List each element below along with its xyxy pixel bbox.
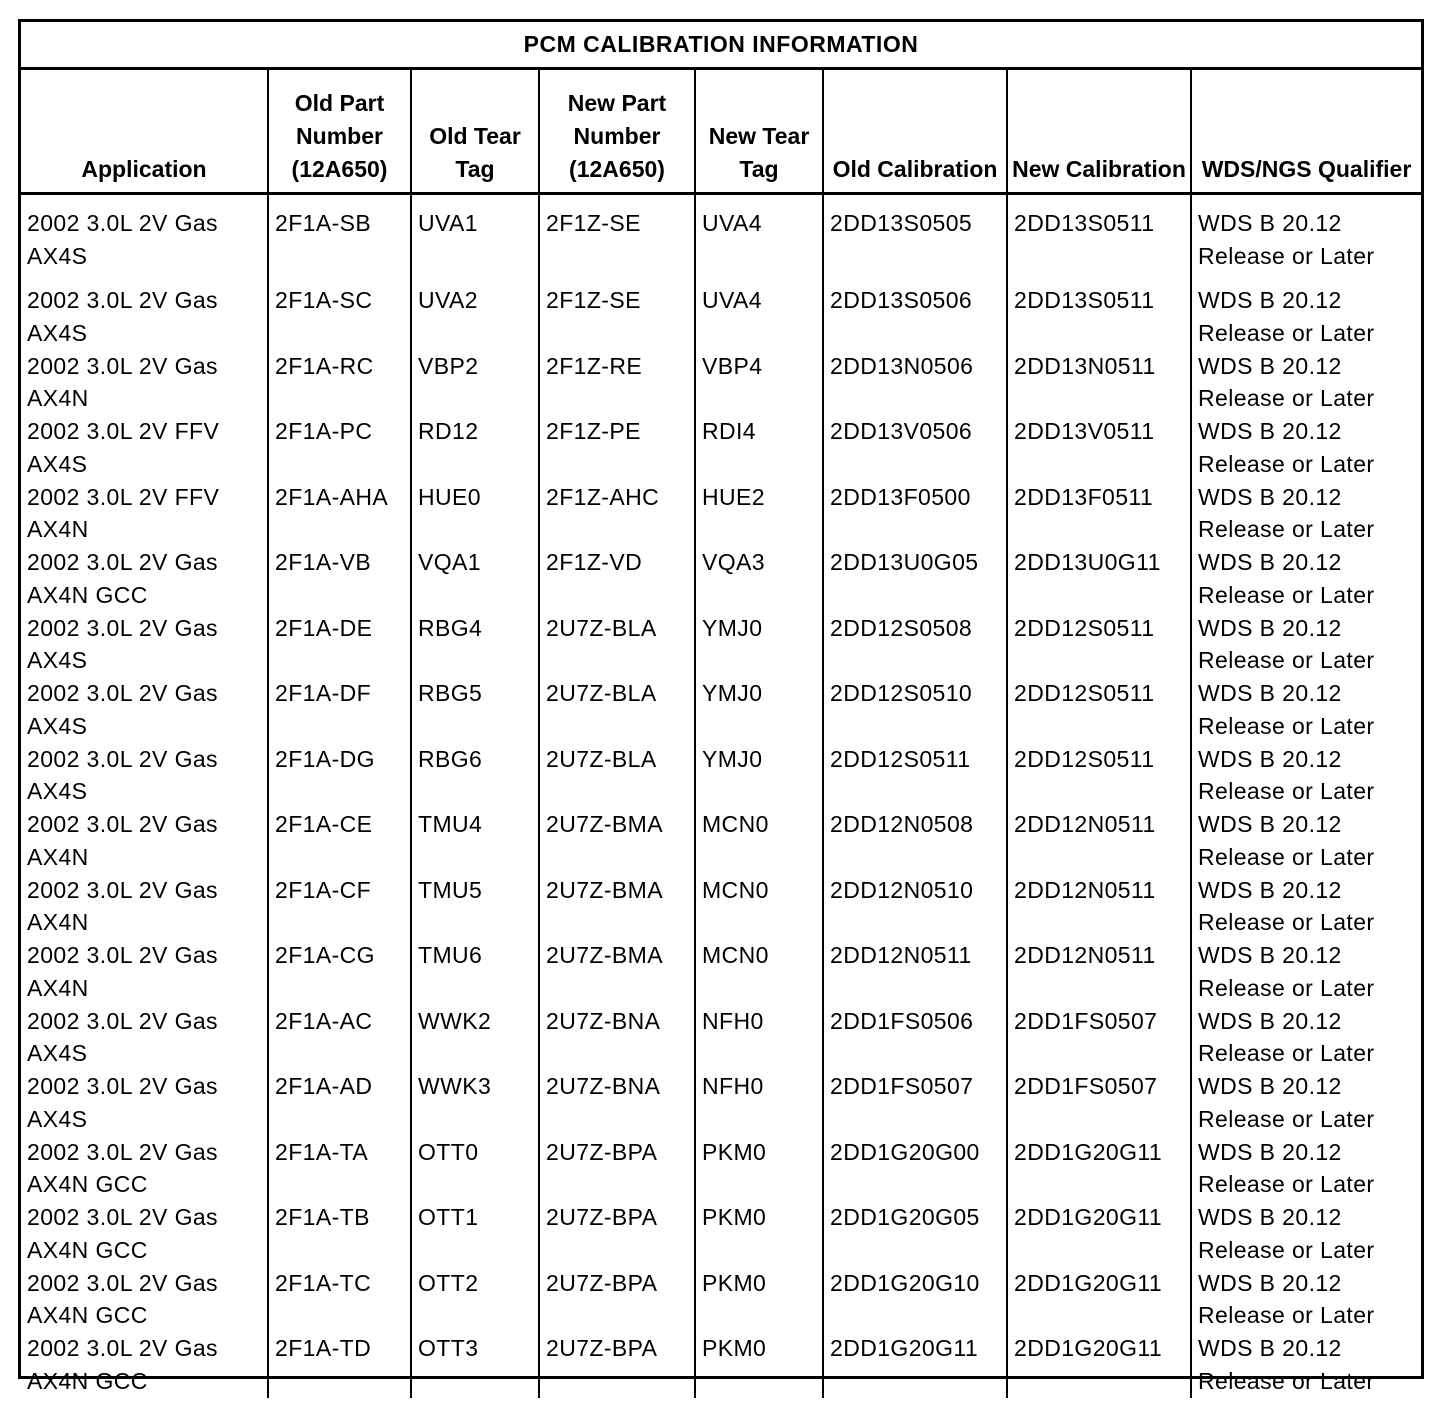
cell-old-part-number: 2F1A-DE [268,612,411,678]
table-title: PCM CALIBRATION INFORMATION [21,22,1421,70]
cell-new-calibration: 2DD12N0511 [1007,808,1191,874]
cell-old-tear-tag: OTT3 [411,1332,539,1398]
cell-new-tear-tag: PKM0 [695,1136,823,1202]
cell-old-calibration: 2DD13U0G05 [823,546,1007,612]
cell-application: 2002 3.0L 2V FFV AX4N [27,483,220,542]
cell-new-calibration: 2DD1G20G11 [1007,1332,1191,1398]
cell-wds-ngs-qualifier: WDS B 20.12 Release or Later [1191,194,1421,285]
cell-new-calibration: 2DD13V0511 [1007,415,1191,481]
table-row [21,1332,1421,1398]
cell-wds-ngs-qualifier: WDS B 20.12 Release or Later [1191,612,1421,678]
cell-wds-ngs-qualifier: WDS B 20.12 Release or Later [1191,481,1421,547]
cell-old-tear-tag: VQA1 [411,546,539,612]
cell-old-tear-tag: TMU4 [411,808,539,874]
header-row [21,70,1421,194]
cell-old-tear-tag: WWK2 [411,1005,539,1071]
cell-old-tear-tag: TMU6 [411,939,539,1005]
cell-old-tear-tag: OTT1 [411,1201,539,1267]
cell-new-tear-tag: PKM0 [695,1332,823,1398]
header-new-calibration: New Calibration [1007,70,1191,194]
cell-new-calibration: 2DD1FS0507 [1007,1005,1191,1071]
cell-old-part-number: 2F1A-DG [268,743,411,809]
cell-new-tear-tag: PKM0 [695,1201,823,1267]
cell-new-calibration: 2DD1FS0507 [1007,1070,1191,1136]
cell-old-tear-tag: RBG5 [411,677,539,743]
table-row [21,1005,1421,1071]
cell-wds-ngs-qualifier: WDS B 20.12 Release or Later [1191,743,1421,809]
cell-old-calibration: 2DD1G20G05 [823,1201,1007,1267]
cell-old-part-number: 2F1A-TC [268,1267,411,1333]
cell-new-tear-tag: YMJ0 [695,743,823,809]
cell-new-calibration: 2DD13S0511 [1007,194,1191,285]
cell-old-calibration: 2DD1G20G10 [823,1267,1007,1333]
cell-new-part-number: 2F1Z-PE [539,415,695,481]
cell-wds-ngs-qualifier: WDS B 20.12 Release or Later [1191,1005,1421,1071]
table-body [21,194,1421,1398]
table-row [21,874,1421,940]
cell-new-calibration: 2DD13U0G11 [1007,546,1191,612]
cell-application: 2002 3.0L 2V Gas AX4N [27,876,218,935]
cell-old-calibration: 2DD12N0508 [823,808,1007,874]
cell-wds-ngs-qualifier: WDS B 20.12 Release or Later [1191,284,1421,350]
cell-new-calibration: 2DD13S0511 [1007,284,1191,350]
cell-new-tear-tag: RDI4 [695,415,823,481]
cell-old-calibration: 2DD1G20G11 [823,1332,1007,1398]
cell-old-calibration: 2DD13N0506 [823,350,1007,416]
cell-old-part-number: 2F1A-VB [268,546,411,612]
cell-old-part-number: 2F1A-TA [268,1136,411,1202]
cell-wds-ngs-qualifier: WDS B 20.12 Release or Later [1191,546,1421,612]
cell-wds-ngs-qualifier: WDS B 20.12 Release or Later [1191,808,1421,874]
cell-new-part-number: 2F1Z-VD [539,546,695,612]
header-wds-ngs-qualifier: WDS/NGS Qualifier [1191,70,1421,194]
cell-application: 2002 3.0L 2V Gas AX4N [27,942,218,1001]
cell-old-calibration: 2DD13S0505 [823,194,1007,285]
cell-application: 2002 3.0L 2V Gas AX4N [27,811,218,870]
cell-old-tear-tag: RBG4 [411,612,539,678]
cell-application: 2002 3.0L 2V Gas AX4S [27,680,218,739]
cell-wds-ngs-qualifier: WDS B 20.12 Release or Later [1191,415,1421,481]
table-row [21,194,1421,285]
cell-old-tear-tag: VBP2 [411,350,539,416]
cell-new-tear-tag: UVA4 [695,194,823,285]
cell-new-part-number: 2U7Z-BNA [539,1070,695,1136]
cell-new-tear-tag: UVA4 [695,284,823,350]
header-old-tear-tag: Old Tear Tag [411,70,539,194]
cell-old-tear-tag: OTT0 [411,1136,539,1202]
cell-wds-ngs-qualifier: WDS B 20.12 Release or Later [1191,350,1421,416]
cell-old-part-number: 2F1A-TB [268,1201,411,1267]
cell-new-calibration: 2DD1G20G11 [1007,1136,1191,1202]
cell-new-tear-tag: YMJ0 [695,677,823,743]
table-row [21,481,1421,547]
cell-old-tear-tag: TMU5 [411,874,539,940]
cell-new-tear-tag: PKM0 [695,1267,823,1333]
cell-old-calibration: 2DD12N0510 [823,874,1007,940]
cell-application: 2002 3.0L 2V Gas AX4N GCC [27,1204,218,1263]
cell-application: 2002 3.0L 2V FFV AX4S [27,418,220,477]
calibration-table-frame [18,19,1424,1394]
cell-old-tear-tag: UVA1 [411,194,539,285]
cell-old-calibration: 2DD13S0506 [823,284,1007,350]
cell-new-tear-tag: NFH0 [695,1070,823,1136]
cell-application: 2002 3.0L 2V Gas AX4S [27,614,218,673]
cell-new-part-number: 2U7Z-BLA [539,612,695,678]
cell-new-part-number: 2F1Z-SE [539,194,695,285]
cell-application: 2002 3.0L 2V Gas AX4S [27,1073,218,1132]
cell-new-calibration: 2DD1G20G11 [1007,1267,1191,1333]
cell-old-part-number: 2F1A-DF [268,677,411,743]
table-row [21,1201,1421,1267]
cell-new-part-number: 2U7Z-BPA [539,1332,695,1398]
cell-new-tear-tag: VQA3 [695,546,823,612]
cell-new-calibration: 2DD13N0511 [1007,350,1191,416]
cell-application: 2002 3.0L 2V Gas AX4S [27,287,218,346]
cell-old-tear-tag: UVA2 [411,284,539,350]
cell-new-part-number: 2F1Z-SE [539,284,695,350]
cell-new-tear-tag: MCN0 [695,808,823,874]
cell-old-calibration: 2DD1G20G00 [823,1136,1007,1202]
cell-new-part-number: 2F1Z-AHC [539,481,695,547]
cell-new-tear-tag: MCN0 [695,939,823,1005]
cell-old-calibration: 2DD13F0500 [823,481,1007,547]
cell-application: 2002 3.0L 2V Gas AX4N GCC [27,1335,218,1394]
cell-application: 2002 3.0L 2V Gas AX4S [27,210,218,269]
cell-old-calibration: 2DD12S0510 [823,677,1007,743]
cell-old-calibration: 2DD12N0511 [823,939,1007,1005]
cell-old-calibration: 2DD1FS0506 [823,1005,1007,1071]
cell-application: 2002 3.0L 2V Gas AX4N GCC [27,1138,218,1197]
table-row [21,743,1421,809]
cell-new-calibration: 2DD12N0511 [1007,874,1191,940]
cell-old-tear-tag: WWK3 [411,1070,539,1136]
cell-new-part-number: 2U7Z-BMA [539,808,695,874]
cell-wds-ngs-qualifier: WDS B 20.12 Release or Later [1191,874,1421,940]
table-row [21,415,1421,481]
cell-old-part-number: 2F1A-AD [268,1070,411,1136]
cell-old-calibration: 2DD13V0506 [823,415,1007,481]
cell-application: 2002 3.0L 2V Gas AX4N GCC [27,1269,218,1328]
cell-old-part-number: 2F1A-CF [268,874,411,940]
cell-wds-ngs-qualifier: WDS B 20.12 Release or Later [1191,677,1421,743]
cell-wds-ngs-qualifier: WDS B 20.12 Release or Later [1191,1201,1421,1267]
cell-old-part-number: 2F1A-AHA [268,481,411,547]
cell-old-tear-tag: RD12 [411,415,539,481]
cell-wds-ngs-qualifier: WDS B 20.12 Release or Later [1191,1136,1421,1202]
cell-old-calibration: 2DD12S0508 [823,612,1007,678]
cell-new-tear-tag: MCN0 [695,874,823,940]
table-row [21,612,1421,678]
table-row [21,1070,1421,1136]
header-application: Application [21,70,268,194]
cell-application: 2002 3.0L 2V Gas AX4N GCC [27,549,218,608]
cell-wds-ngs-qualifier: WDS B 20.12 Release or Later [1191,1267,1421,1333]
cell-new-part-number: 2F1Z-RE [539,350,695,416]
table-row [21,1136,1421,1202]
table-row [21,677,1421,743]
cell-new-tear-tag: HUE2 [695,481,823,547]
table-row [21,1267,1421,1333]
cell-wds-ngs-qualifier: WDS B 20.12 Release or Later [1191,939,1421,1005]
cell-new-calibration: 2DD12N0511 [1007,939,1191,1005]
header-new-tear-tag: New Tear Tag [695,70,823,194]
cell-old-part-number: 2F1A-SB [268,194,411,285]
cell-new-calibration: 2DD12S0511 [1007,612,1191,678]
cell-old-tear-tag: RBG6 [411,743,539,809]
cell-new-calibration: 2DD1G20G11 [1007,1201,1191,1267]
table-row [21,284,1421,350]
table-row [21,939,1421,1005]
cell-new-part-number: 2U7Z-BPA [539,1267,695,1333]
cell-new-tear-tag: YMJ0 [695,612,823,678]
cell-wds-ngs-qualifier: WDS B 20.12 Release or Later [1191,1332,1421,1398]
cell-application: 2002 3.0L 2V Gas AX4S [27,1007,218,1066]
cell-new-calibration: 2DD13F0511 [1007,481,1191,547]
cell-new-part-number: 2U7Z-BLA [539,743,695,809]
cell-application: 2002 3.0L 2V Gas AX4N [27,352,218,411]
cell-old-part-number: 2F1A-TD [268,1332,411,1398]
cell-old-part-number: 2F1A-CG [268,939,411,1005]
cell-application: 2002 3.0L 2V Gas AX4S [27,745,218,804]
cell-new-part-number: 2U7Z-BLA [539,677,695,743]
cell-new-part-number: 2U7Z-BPA [539,1136,695,1202]
cell-new-calibration: 2DD12S0511 [1007,677,1191,743]
cell-new-tear-tag: VBP4 [695,350,823,416]
cell-old-part-number: 2F1A-RC [268,350,411,416]
cell-new-part-number: 2U7Z-BPA [539,1201,695,1267]
table-row [21,808,1421,874]
cell-old-tear-tag: OTT2 [411,1267,539,1333]
header-new-part-number: New Part Number (12A650) [539,70,695,194]
table-row [21,546,1421,612]
cell-new-part-number: 2U7Z-BMA [539,874,695,940]
calibration-table [21,70,1421,1398]
header-old-calibration: Old Calibration [823,70,1007,194]
header-old-part-number: Old Part Number (12A650) [268,70,411,194]
cell-old-part-number: 2F1A-AC [268,1005,411,1071]
table-row [21,350,1421,416]
cell-old-calibration: 2DD12S0511 [823,743,1007,809]
cell-old-part-number: 2F1A-PC [268,415,411,481]
cell-wds-ngs-qualifier: WDS B 20.12 Release or Later [1191,1070,1421,1136]
cell-new-part-number: 2U7Z-BMA [539,939,695,1005]
cell-old-calibration: 2DD1FS0507 [823,1070,1007,1136]
cell-old-part-number: 2F1A-CE [268,808,411,874]
cell-old-tear-tag: HUE0 [411,481,539,547]
cell-new-calibration: 2DD12S0511 [1007,743,1191,809]
cell-new-tear-tag: NFH0 [695,1005,823,1071]
cell-old-part-number: 2F1A-SC [268,284,411,350]
cell-new-part-number: 2U7Z-BNA [539,1005,695,1071]
